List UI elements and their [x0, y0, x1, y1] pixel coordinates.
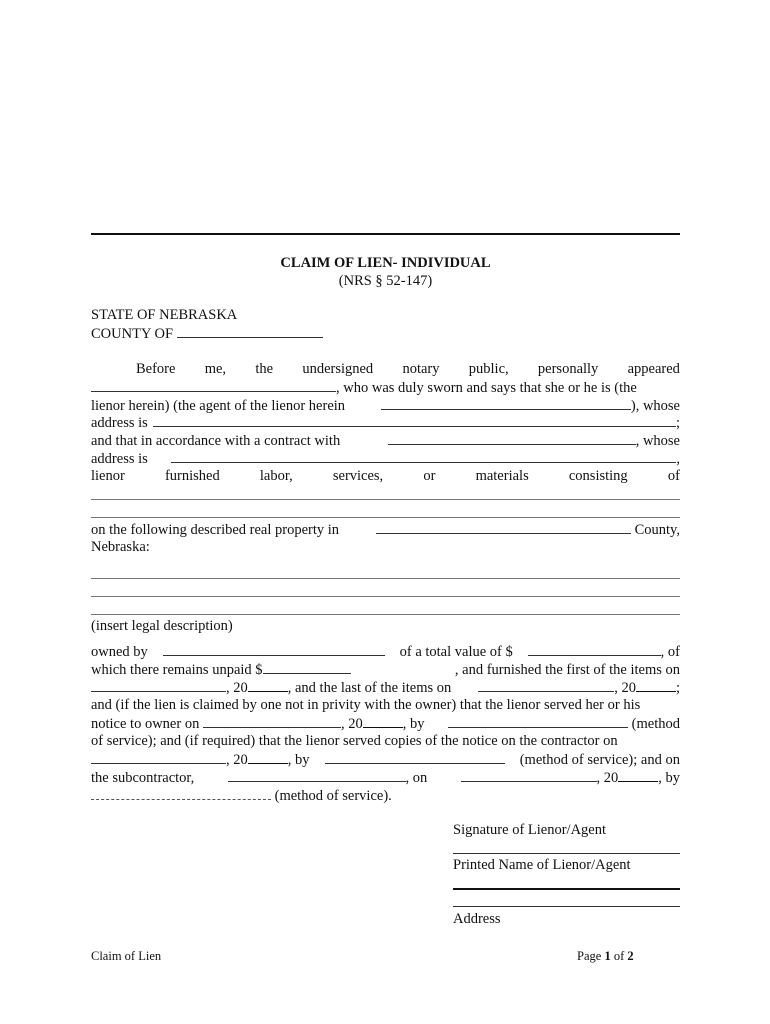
lienor-name-field[interactable] [381, 396, 631, 410]
contractor-method-field[interactable] [325, 750, 505, 764]
materials-line-1[interactable] [91, 499, 680, 500]
p1-line3: lienor herein) (the agent of the lienor herein ), whose [91, 398, 680, 414]
contractor-name-field[interactable] [388, 431, 636, 445]
contractor-notice-year-field[interactable] [248, 750, 288, 764]
p3-line8: the subcontractor, , on , 20 , by [91, 770, 680, 786]
subcontractor-name-field[interactable] [228, 768, 406, 782]
p1-line7: lienor furnished labor, services, or materials consisting of [91, 468, 680, 484]
county-line [91, 324, 323, 343]
p2-line2: Nebraska: [91, 539, 150, 555]
contractor-address-field[interactable] [171, 449, 676, 463]
county-property-field[interactable] [376, 520, 631, 534]
p3-line5: notice to owner on , 20 , by (method [91, 716, 680, 732]
page-number: 1 [604, 949, 611, 963]
p3-line2: which there remains unpaid $ , and furnished the first of the items on [91, 662, 680, 678]
notice-method-field[interactable] [448, 714, 628, 728]
top-rule [91, 233, 680, 235]
signature-line[interactable] [453, 853, 680, 854]
p3-line6: of service); and (if required) that the lienor served copies of the notice on the contractor on [91, 733, 618, 749]
legal-description-label: (insert legal description) [91, 618, 233, 634]
p1-line2: , who was duly sworn and says that she or he is (the [91, 378, 680, 397]
p1-line1: Before me, the undersigned notary public, personally appeared [136, 361, 680, 377]
document-title: CLAIM OF LIEN- INDIVIDUAL [280, 255, 491, 271]
first-items-date-field[interactable] [91, 678, 226, 692]
p3-line7: , 20 , by (method of service); and on [91, 750, 680, 769]
p3-line9: (method of service). [91, 786, 392, 805]
page-indicator: Page 1 of 2 [577, 949, 634, 963]
total-value-field[interactable] [528, 642, 661, 656]
p1-line6: address is , [91, 451, 680, 467]
p3-line1: owned by of a total value of $ , of [91, 644, 680, 660]
contractor-notice-date-field[interactable] [91, 750, 226, 764]
legal-line-1[interactable] [91, 578, 680, 579]
notice-date-field[interactable] [203, 714, 341, 728]
p3-line4: and (if the lien is claimed by one not in privity with the owner) that the lienor served her or his [91, 697, 641, 713]
p1-line4: address is ; [91, 415, 680, 431]
first-items-year-field[interactable] [248, 678, 288, 692]
p2-line1: on the following described real property in County, [91, 522, 680, 538]
materials-line-2[interactable] [91, 517, 680, 518]
subcontractor-method-field[interactable] [91, 786, 271, 800]
last-items-year-field[interactable] [636, 678, 676, 692]
legal-line-2[interactable] [91, 596, 680, 597]
signature-label: Signature of Lienor/Agent [453, 822, 607, 838]
printed-name-label: Printed Name of Lienor/Agent [453, 857, 631, 873]
last-items-date-field[interactable] [478, 678, 614, 692]
statute-reference: (NRS § 52-147) [338, 273, 433, 289]
p1-line5: and that in accordance with a contract with , whose [91, 433, 680, 449]
unpaid-amount-field[interactable] [263, 660, 351, 674]
footer-title: Claim of Lien [91, 949, 162, 963]
notice-year-field[interactable] [363, 714, 403, 728]
state-label: STATE OF NEBRASKA [91, 307, 238, 323]
address-label: Address [453, 911, 501, 927]
lienor-address-field[interactable] [153, 413, 676, 427]
subcontractor-year-field[interactable] [618, 768, 658, 782]
subcontractor-date-field[interactable] [461, 768, 597, 782]
county-field[interactable] [177, 324, 323, 338]
legal-line-3[interactable] [91, 614, 680, 615]
owner-name-field[interactable] [163, 642, 385, 656]
affiant-name-field[interactable] [91, 378, 336, 392]
p3-line3: , 20 , and the last of the items on , 20 ; [91, 678, 680, 697]
page-total: 2 [627, 949, 634, 963]
county-label: COUNTY OF [91, 326, 174, 342]
printed-name-line[interactable] [453, 888, 680, 890]
address-line[interactable] [453, 906, 680, 907]
